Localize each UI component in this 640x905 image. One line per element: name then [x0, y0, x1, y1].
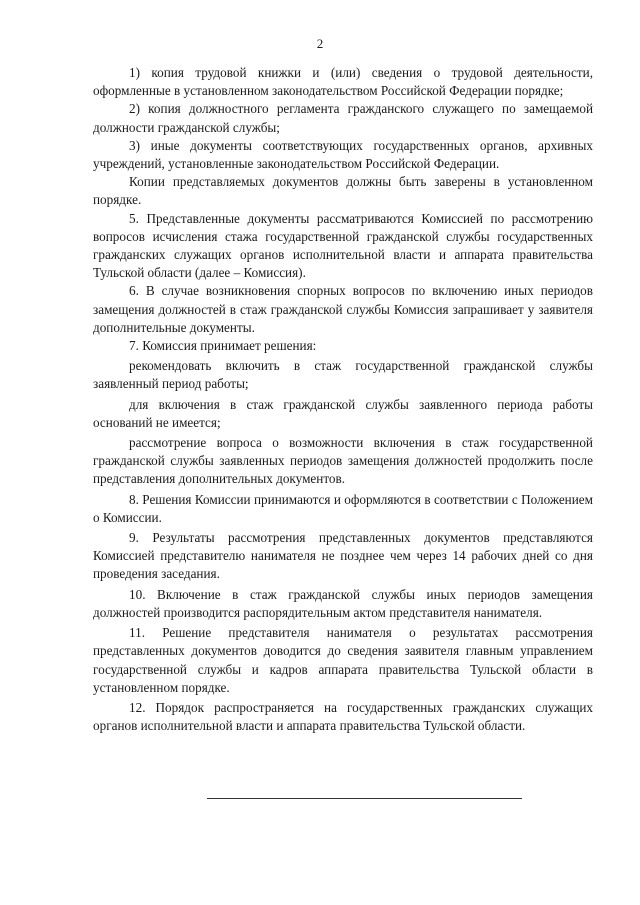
paragraph-8: 8. Решения Комиссии принимаются и оформляются в соответствии с Положением о Комиссии. — [93, 491, 593, 525]
end-divider — [207, 798, 522, 799]
paragraph-item-3: 3) иные документы соответствующих государственных органов, архивных учреждений, установленные законодательством Российской Федерации. — [93, 137, 593, 172]
paragraph-item-2: 2) копия должностного регламента гражданского служащего по замещаемой должности гражданской службы; — [93, 101, 593, 135]
decision-option-1: рекомендовать включить в стаж государственной гражданской службы заявленный период работы; — [93, 358, 593, 392]
paragraph-5: 5. Представленные документы рассматриваются Комиссией по рассмотрению вопросов исчисления стажа государственной гражданской службы государственных гражданских служащих органов исполнительной власти и аппарата правительства Тульской области (далее – Комиссия). — [93, 210, 593, 281]
decision-option-3: рассмотрение вопроса о возможности включения в стаж государственной гражданской службы заявленных периодов замещения должностей продолжить после представления дополнительных документов. — [93, 435, 593, 487]
paragraph-11: 11. Решение представителя нанимателя о результатах рассмотрения представленных документов доводится до сведения заявителя главным управлением государственной службы и кадров аппарата правительства Тульской области в установленном порядке. — [93, 625, 593, 695]
document-body — [93, 64, 593, 735]
paragraph-10: 10. Включение в стаж гражданской службы иных периодов замещения должностей производится распорядительным актом представителя нанимателя. — [93, 586, 593, 620]
paragraph-7: 7. Комиссия принимает решения: — [129, 338, 317, 354]
paragraph-12: 12. Порядок распространяется на государственных гражданских служащих органов исполнительной власти и аппарата правительства Тульской области. — [93, 699, 593, 734]
page-number: 2 — [316, 36, 324, 51]
paragraph-6: 6. В случае возникновения спорных вопросов по включению иных периодов замещения должностей в стаж гражданской службы Комиссия запрашивает у заявителя дополнительные документы. — [93, 283, 593, 335]
decision-option-2: для включения в стаж гражданской службы заявленного периода работы оснований не имеется; — [93, 396, 593, 430]
paragraph-item-1: 1) копия трудовой книжки и (или) сведения о трудовой деятельности, оформленные в установленном законодательством Российской Федерации порядке; — [93, 65, 593, 99]
paragraph-9: 9. Результаты рассмотрения представленных документов представляются Комиссией представителю нанимателя не позднее чем через 14 рабочих дней со дня проведения заседания. — [93, 530, 593, 582]
paragraph-copies-note: Копии представляемых документов должны быть заверены в установленном порядке. — [93, 174, 593, 208]
